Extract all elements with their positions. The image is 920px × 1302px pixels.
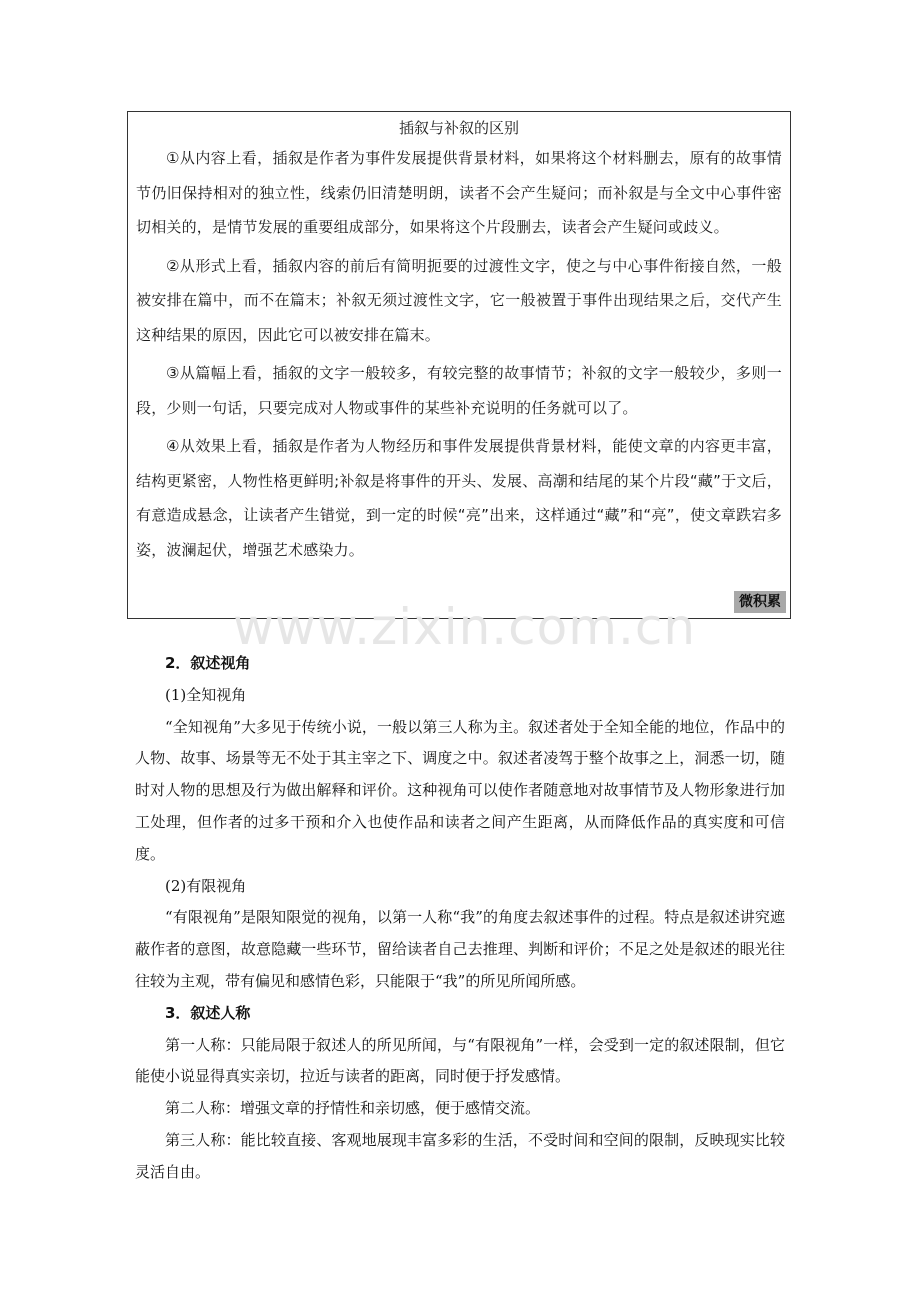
- note-paragraph-1: ①从内容上看，插叙是作者为事件发展提供背景材料，如果将这个材料删去，原有的故事情节仍旧保持相对的独立性，线索仍旧清楚明朗，读者不会产生疑问；而补叙是与全文中心事件密切相关的，是情节发展的重要组成部分，如果将这个片段删去，读者会产生疑问或歧义。: [136, 149, 782, 236]
- note-paragraph-4: ④从效果上看，插叙是作者为人物经历和事件发展提供背景材料，能使文章的内容更丰富，结构更紧密，人物性格更鲜明;补叙是将事件的开头、发展、高潮和结尾的某个片段“藏”于文后，有意造成悬念，让读者产生错觉，到一定的时候“亮”出来，这样通过“藏”和“亮”，使文章跌宕多姿，波澜起伏，增强艺术感染力。: [136, 437, 782, 559]
- micro-accumulation-tag: 微积累: [734, 591, 786, 613]
- omniscient-view-title: (1)全知视角: [165, 685, 247, 704]
- second-person-text: 第二人称：增强文章的抒情性和亲切感，便于感情交流。: [165, 1099, 541, 1118]
- omniscient-view-text: “全知视角”大多见于传统小说，一般以第三人称为主。叙述者处于全知全能的地位，作品中的人物、故事、场景等无不处于其主宰之下、调度之中。叙述者凌驾于整个故事之上，洞悉一切，随时对人物的思想及行为做出解释和评价。这种视角可以使作者随意地对故事情节及人物形象进行加工处理，但作者的过多干预和介入也使作品和读者之间产生距离，从而降低作品的真实度和可信度。: [135, 717, 785, 863]
- section-3-heading: 3．叙述人称: [165, 1003, 251, 1022]
- note-box: [127, 111, 791, 619]
- watermark: www.zixin.com.cn: [233, 598, 697, 656]
- note-box-title: 插叙与补叙的区别: [398, 119, 519, 137]
- section-2-heading: 2．叙述视角: [165, 654, 251, 672]
- third-person-text: 第三人称：能比较直接、客观地展现丰富多彩的生活，不受时间和空间的限制，反映现实比较灵活自由。: [135, 1130, 785, 1181]
- note-paragraph-3: ③从篇幅上看，插叙的文字一般较多，有较完整的故事情节；补叙的文字一般较少，多则一段，少则一句话，只要完成对人物或事件的某些补充说明的任务就可以了。: [136, 364, 782, 417]
- limited-view-text: “有限视角”是限知限觉的视角，以第一人称“我”的角度去叙述事件的过程。特点是叙述讲究遮蔽作者的意图，故意隐藏一些环节，留给读者自己去推理、判断和评价；不足之处是叙述的眼光往往较为主观，带有偏见和感情色彩，只能限于“我”的所见所闻所感。: [135, 908, 785, 990]
- main-text: [135, 648, 785, 1189]
- limited-view-title: (2)有限视角: [165, 876, 247, 895]
- first-person-text: 第一人称：只能局限于叙述人的所见所闻，与“有限视角”一样，会受到一定的叙述限制，但它能使小说显得真实亲切，拉近与读者的距离，同时便于抒发感情。: [135, 1035, 785, 1086]
- note-paragraph-2: ②从形式上看，插叙内容的前后有简明扼要的过渡性文字，使之与中心事件衔接自然，一般被安排在篇中，而不在篇末；补叙无须过渡性文字，它一般被置于事件出现结果之后，交代产生这种结果的原因，因此它可以被安排在篇末。: [136, 256, 782, 344]
